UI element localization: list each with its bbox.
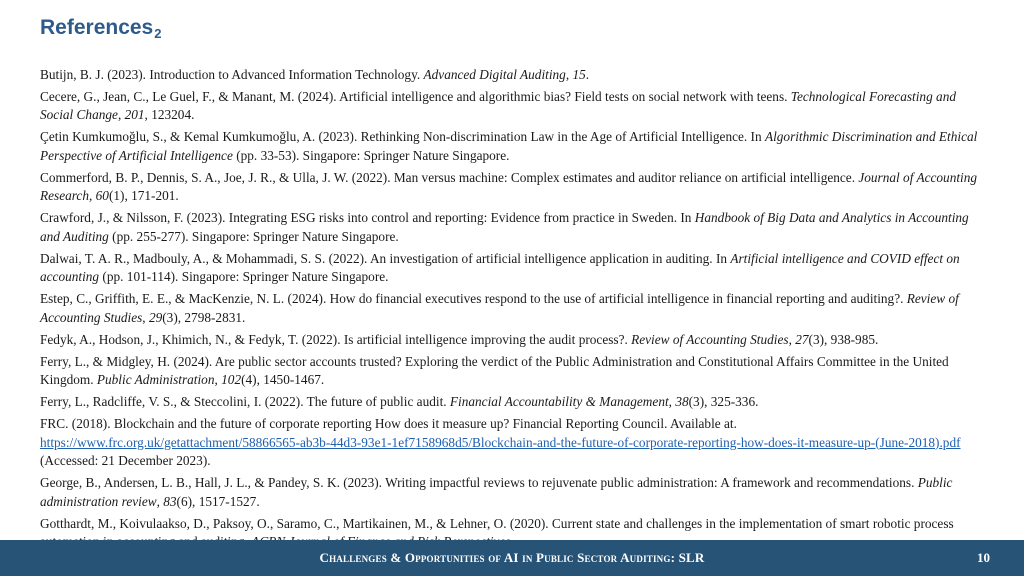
reference-link[interactable]: https://www.frc.org.uk/getattachment/58866565-ab3b-44d3-93e1-1ef7158968d5/Blockchain-and-the-future-of-corporate-reporting-how-does-it-measure-up-(June-2018).pdf bbox=[40, 434, 961, 450]
reference-text-segment: Fedyk, A., Hodson, J., Khimich, N., & Fedyk, T. (2022). Is artificial intelligence improving the audit process?. bbox=[40, 331, 632, 347]
reference-italic-segment: Handbook of Big Data and Analytics in Accounting and Auditing bbox=[40, 210, 969, 244]
reference-item bbox=[40, 128, 990, 165]
reference-item bbox=[40, 209, 990, 246]
reference-text-segment: , 123204. bbox=[144, 107, 195, 123]
reference-text-segment: Butijn, B. J. (2023). Introduction to Advanced Information Technology. bbox=[40, 67, 424, 82]
page-number: 10 bbox=[977, 550, 990, 565]
reference-text-segment: Ferry, L., & Midgley, H. (2024). Are public sector accounts trusted? Exploring the verdict of the Public Administration and Constitutional Affairs Committee in the United Kingdom. bbox=[40, 353, 949, 388]
reference-list bbox=[40, 66, 990, 555]
reference-text-segment: (pp. 33-53). Singapore: Springer Nature Singapore. bbox=[232, 147, 510, 163]
reference-italic-segment: 29 bbox=[148, 309, 163, 325]
reference-text-segment: (6), 1517-1527. bbox=[176, 493, 260, 509]
reference-text-segment: (1), 171-201. bbox=[108, 188, 179, 204]
reference-text-segment: FRC. (2018). Blockchain and the future of corporate reporting How does it measure up? Financial Reporting Council. Available at. bbox=[40, 416, 737, 432]
reference-italic-segment: 83 bbox=[163, 493, 177, 509]
reference-item bbox=[40, 88, 990, 125]
reference-italic-segment: 201 bbox=[124, 107, 145, 123]
reference-text-segment: Estep, C., Griffith, E. E., & MacKenzie, N. L. (2024). How do financial executives respond to the use of artificial intelligence in financial reporting and auditing?. bbox=[40, 291, 907, 307]
page-title-text: References bbox=[40, 16, 154, 39]
reference-italic-segment: 15 bbox=[572, 67, 586, 82]
reference-italic-segment: 102 bbox=[221, 372, 242, 388]
reference-italic-segment: Financial Accountability & Management bbox=[449, 394, 669, 410]
reference-text-segment: , bbox=[788, 331, 796, 347]
reference-item bbox=[40, 415, 990, 471]
reference-text-segment: , bbox=[88, 188, 96, 204]
reference-text-segment: (3), 938-985. bbox=[808, 331, 879, 347]
reference-text-segment: (3), 325-336. bbox=[688, 394, 759, 410]
reference-italic-segment: Public administration review bbox=[40, 475, 953, 509]
page-title-subscript: 2 bbox=[154, 26, 162, 41]
reference-text-segment: (Accessed: 21 December 2023). bbox=[40, 453, 211, 469]
reference-italic-segment: Journal of Accounting Research bbox=[40, 169, 978, 204]
reference-text-segment: Crawford, J., & Nilsson, F. (2023). Integrating ESG risks into control and reporting: Evidence from practice in Sweden. In bbox=[40, 210, 695, 226]
page-title bbox=[40, 16, 161, 41]
footer-bar bbox=[0, 540, 1024, 576]
reference-text-segment: , bbox=[156, 493, 164, 509]
reference-item bbox=[40, 250, 990, 287]
reference-item bbox=[40, 66, 990, 85]
reference-item bbox=[40, 290, 990, 327]
reference-text-segment: , bbox=[668, 394, 676, 410]
reference-text-segment: Dalwai, T. A. R., Madbouly, A., & Mohammadi, S. S. (2022). An investigation of artificial intelligence application in auditing. In bbox=[40, 250, 731, 266]
footer-title: Challenges & Opportunities of AI in Public Sector Auditing: SLR bbox=[319, 550, 705, 565]
reference-text-segment: Commerford, B. P., Dennis, S. A., Joe, J. R., & Ulla, J. W. (2022). Man versus machine: Complex estimates and auditor reliance on artificial intelligence. bbox=[40, 169, 859, 185]
reference-italic-segment: 60 bbox=[95, 188, 109, 204]
reference-text-segment: , bbox=[565, 67, 573, 82]
reference-italic-segment: Review of Accounting Studies bbox=[631, 331, 789, 347]
reference-text-segment: Gotthardt, M., Koivulaakso, D., Paksoy, O., Saramo, C., Martikainen, M., & Lehner, O. (2020). Current state and challenges in the implementation of smart robotic process bbox=[40, 515, 954, 531]
reference-italic-segment: 38 bbox=[675, 394, 689, 410]
reference-item bbox=[40, 393, 990, 412]
reference-italic-segment: Technological Forecasting and Social Change bbox=[40, 88, 956, 123]
reference-text-segment: (pp. 255-277). Singapore: Springer Nature Singapore. bbox=[108, 228, 399, 244]
reference-text-segment: Çetin Kumkumoğlu, S., & Kemal Kumkumoğlu, A. (2023). Rethinking Non-discrimination Law in the Age of Artificial Intelligence. In bbox=[40, 129, 765, 145]
reference-italic-segment: 27 bbox=[795, 331, 809, 347]
reference-item bbox=[40, 474, 990, 511]
reference-text-segment: . bbox=[585, 67, 590, 82]
reference-text-segment: , bbox=[117, 107, 125, 123]
reference-item bbox=[40, 331, 990, 350]
reference-italic-segment: Public Administration bbox=[96, 372, 215, 388]
reference-text-segment: (3), 2798-2831. bbox=[162, 309, 246, 325]
reference-item bbox=[40, 353, 990, 390]
reference-italic-segment: Advanced Digital Auditing bbox=[423, 67, 566, 82]
reference-text-segment: Cecere, G., Jean, C., Le Guel, F., & Manant, M. (2024). Artificial intelligence and algorithmic bias? Field tests on social network with teens. bbox=[40, 88, 791, 104]
reference-text-segment: (4), 1450-1467. bbox=[241, 372, 325, 388]
reference-text-segment: George, B., Andersen, L. B., Hall, J. L., & Pandey, S. K. (2023). Writing impactful reviews to rejuvenate public administration: A framework and recommendations. bbox=[40, 475, 918, 491]
reference-italic-segment: Artificial intelligence and COVID effect on accounting bbox=[40, 250, 960, 285]
reference-text-segment: (pp. 101-114). Singapore: Springer Nature Singapore. bbox=[99, 269, 389, 285]
reference-text-segment: , bbox=[214, 372, 222, 388]
reference-text-segment: , bbox=[142, 309, 149, 325]
reference-text-segment: Ferry, L., Radcliffe, V. S., & Steccolini, I. (2022). The future of public audit. bbox=[40, 394, 450, 410]
reference-item bbox=[40, 169, 990, 206]
reference-italic-segment: Algorithmic Discrimination and Ethical Perspective of Artificial Intelligence bbox=[40, 129, 978, 163]
reference-italic-segment: Review of Accounting Studies bbox=[40, 291, 959, 325]
